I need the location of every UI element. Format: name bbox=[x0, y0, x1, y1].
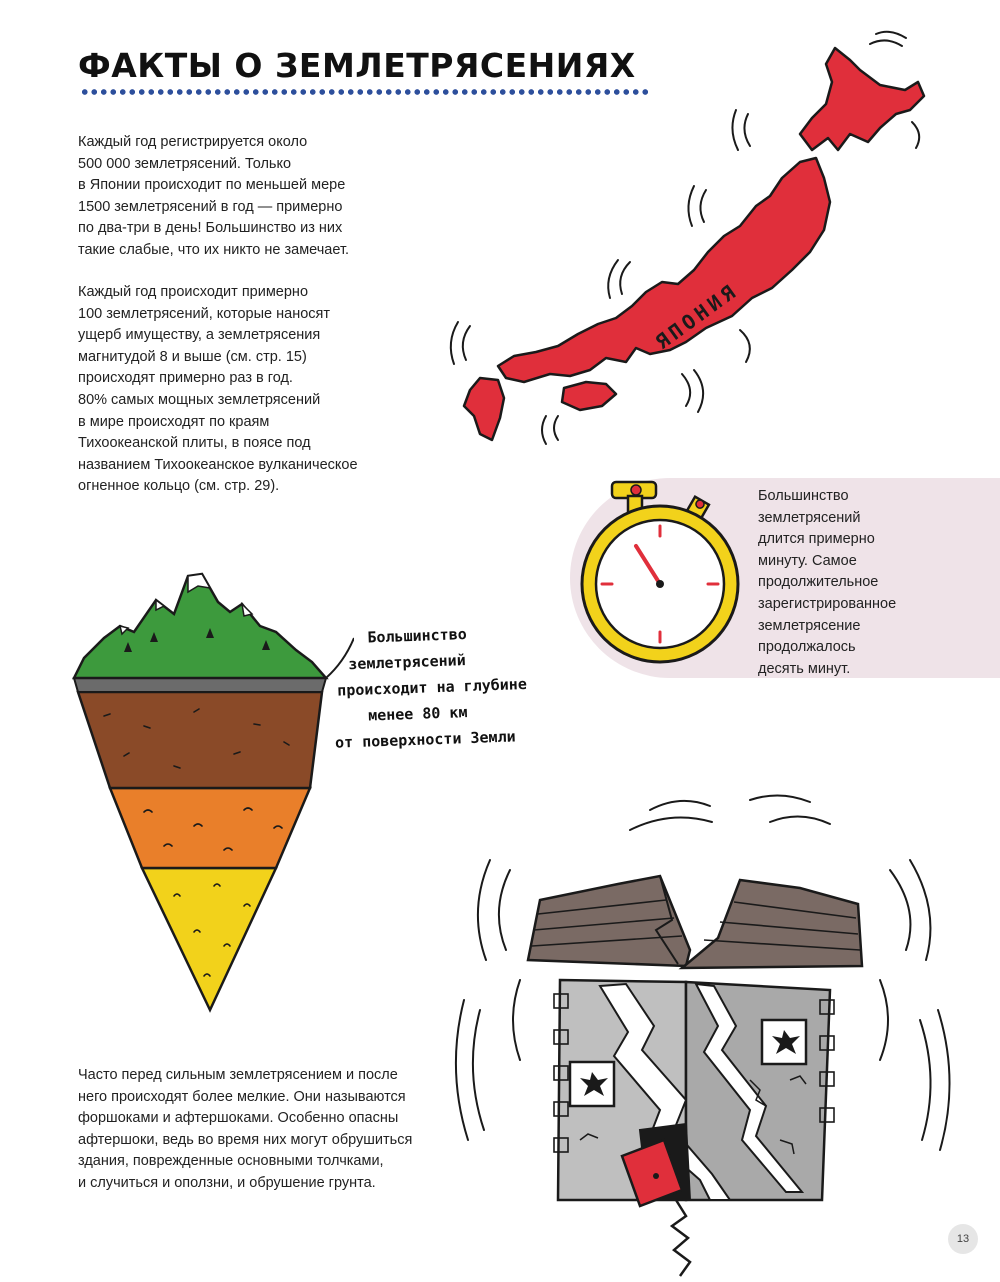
text-line: и случиться и оползни, и обрушение грунта. bbox=[78, 1174, 376, 1191]
text-line: Каждый год регистрируется около bbox=[78, 134, 308, 150]
text-line: от поверхности Земли bbox=[334, 727, 516, 752]
page-number-badge: 13 bbox=[948, 1224, 978, 1254]
paragraph-yearly-count bbox=[78, 132, 349, 262]
text-line: в мире происходят по краям bbox=[78, 413, 270, 430]
depth-handwritten-note bbox=[325, 619, 529, 756]
text-line: по два-три в день! Большинство из них bbox=[78, 220, 343, 237]
text-line: зарегистрированное bbox=[758, 595, 897, 612]
text-line: длится примерно bbox=[758, 531, 875, 548]
stopwatch-illustration bbox=[572, 462, 752, 674]
stopwatch-duration-text bbox=[758, 486, 896, 680]
text-line: названием Тихоокеанское вулканическое bbox=[78, 456, 358, 473]
text-line: Большинство bbox=[758, 488, 849, 504]
text-line: Большинство bbox=[367, 625, 468, 647]
text-line: Каждый год происходит примерно bbox=[78, 284, 309, 300]
text-line: него происходят более мелкие. Они называются bbox=[78, 1088, 406, 1105]
earth-layers-cone-illustration bbox=[64, 566, 354, 1016]
text-line: Часто перед сильным землетрясением и после bbox=[78, 1067, 398, 1083]
text-line: происходят примерно раз в год. bbox=[78, 370, 293, 387]
text-line: менее 80 км bbox=[367, 703, 468, 725]
text-line: огненное кольцо (см. стр. 29). bbox=[78, 478, 280, 495]
text-line: 500 000 землетрясений. Только bbox=[78, 155, 292, 172]
text-line: происходит на глубине bbox=[336, 674, 528, 700]
text-line: продолжительное bbox=[758, 574, 879, 591]
text-line: магнитудой 8 и выше (см. стр. 15) bbox=[78, 348, 307, 365]
text-line: афтершоки, ведь во время них могут обрушиться bbox=[78, 1131, 413, 1148]
text-line: продолжалось bbox=[758, 639, 856, 656]
text-line: 1500 землетрясений в год — примерно bbox=[78, 198, 343, 215]
text-line: 100 землетрясений, которые наносят bbox=[78, 305, 331, 322]
page-title: ФАКТЫ О ЗЕМЛЕТРЯСЕНИЯХ bbox=[78, 46, 636, 85]
text-line: в Японии происходит по меньшей мере bbox=[78, 177, 346, 194]
paragraph-damage-ring-of-fire bbox=[78, 282, 358, 498]
text-line: ущерб имуществу, а землетрясения bbox=[78, 327, 321, 344]
text-line: Тихоокеанской плиты, в поясе под bbox=[78, 435, 311, 452]
paragraph-aftershocks bbox=[78, 1065, 412, 1195]
text-line: землетрясений bbox=[348, 651, 466, 674]
text-line: минуту. Самое bbox=[758, 552, 857, 569]
text-line: 80% самых мощных землетрясений bbox=[78, 391, 321, 408]
text-line: землетрясений bbox=[758, 509, 861, 526]
japan-map-illustration bbox=[440, 30, 960, 450]
cracked-house-illustration bbox=[450, 780, 970, 1280]
text-line: десять минут. bbox=[758, 660, 851, 677]
text-line: здания, поврежденные основными толчками, bbox=[78, 1153, 384, 1170]
text-line: землетрясение bbox=[758, 617, 861, 634]
text-line: форшоками и афтершоками. Особенно опасны bbox=[78, 1110, 399, 1127]
japan-label: ЯПОНИЯ bbox=[650, 278, 743, 355]
text-line: такие слабые, что их никто не замечает. bbox=[78, 241, 350, 258]
